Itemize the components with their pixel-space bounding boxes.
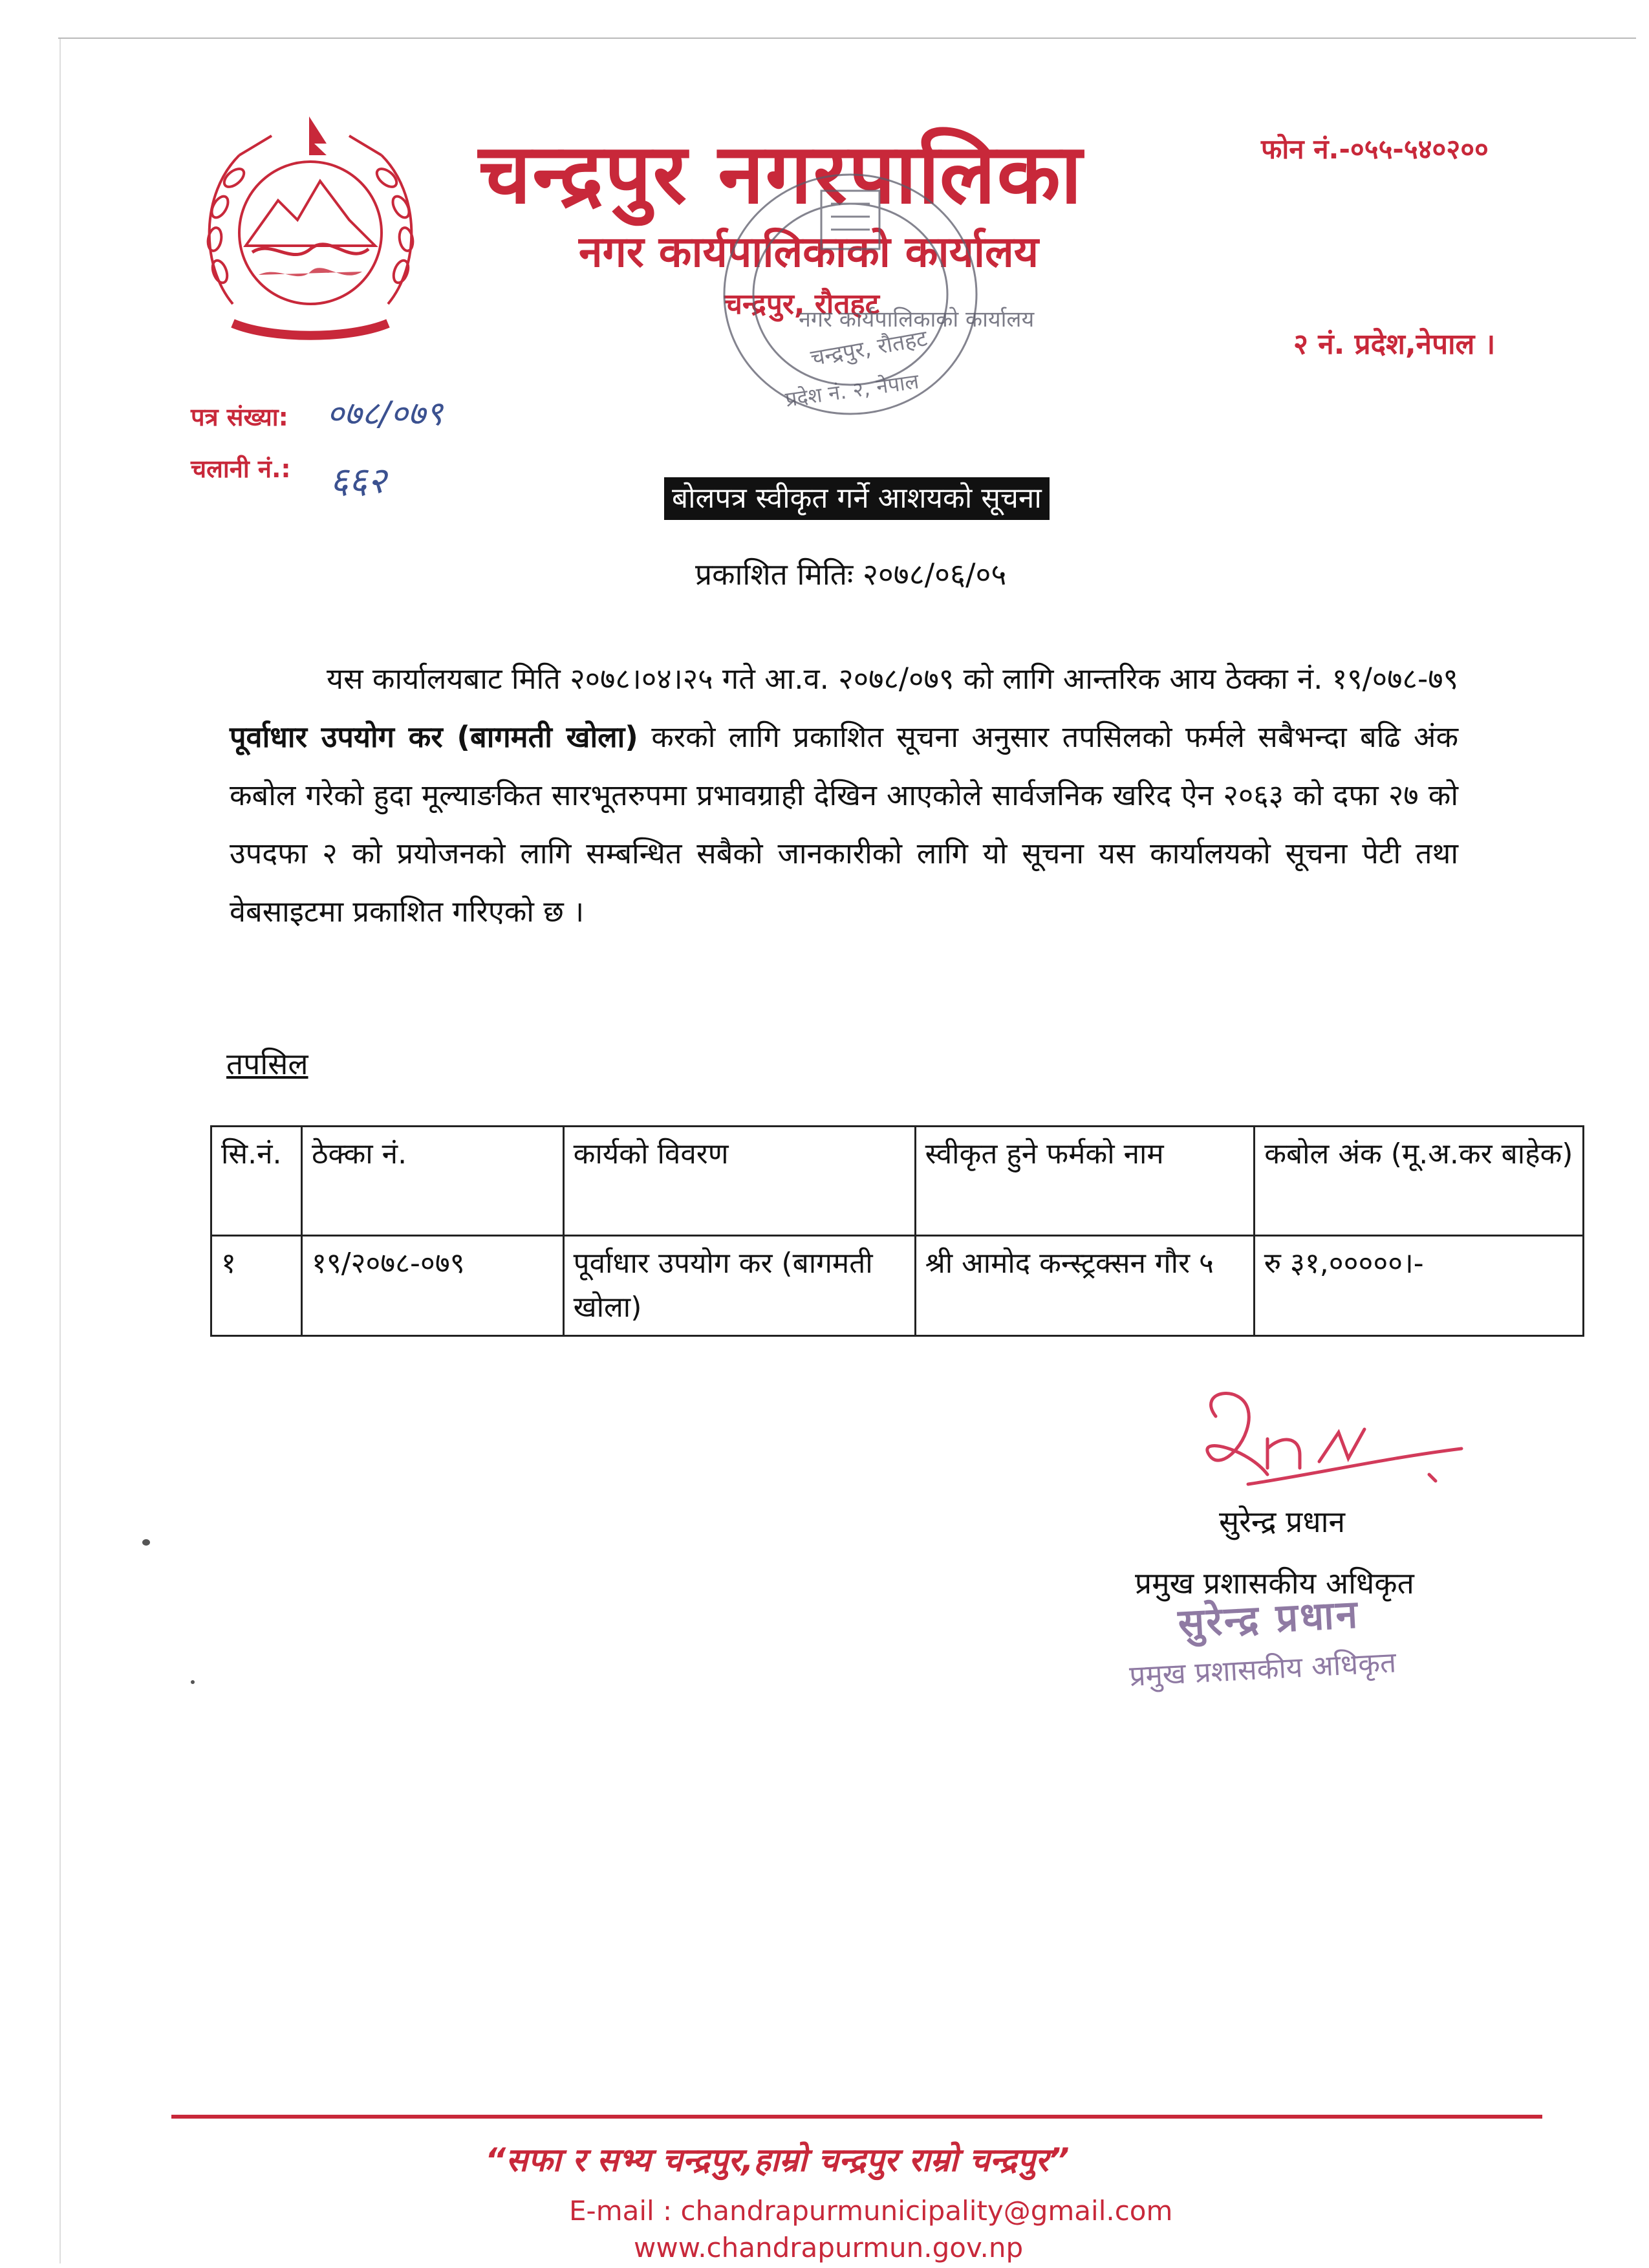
column-header: कार्यको विवरण [563, 1127, 915, 1236]
notice-paragraph [230, 650, 1458, 941]
signer-name: सुरेन्द्र प्रधान [1219, 1504, 1346, 1539]
province-address: २ नं. प्रदेश,नेपाल । [1293, 328, 1496, 361]
ink-speck [142, 1539, 150, 1546]
stamp-name: सुरेन्द्र प्रधान [1177, 1592, 1361, 1647]
footer-rule [171, 2115, 1542, 2119]
notice-title: बोलपत्र स्वीकृत गर्ने आशयको सूचना [664, 477, 1050, 520]
column-header: स्वीकृत हुने फर्मको नाम [915, 1127, 1254, 1236]
table-cell: १९/२०७८-०७९ [301, 1236, 563, 1336]
seal-line-2: चन्द्रपुर, रौतहट [808, 325, 929, 372]
letter-no-value: ०७८/०७९ [327, 394, 443, 433]
office-place: चन्द्रपुर, रौतहट [724, 288, 879, 321]
column-header: ठेक्का नं. [301, 1127, 563, 1236]
column-header: सि.नं. [211, 1127, 302, 1236]
published-date-value: २०७८/०६/०५ [862, 557, 1007, 592]
column-header: कबोल अंक (मू.अ.कर बाहेक) [1254, 1127, 1583, 1236]
annex-table [210, 1125, 1584, 1337]
page-left-edge [59, 39, 61, 2263]
dispatch-no-value: ६६२ [330, 460, 387, 502]
table-header-row [211, 1127, 1584, 1236]
table-cell: पूर्वाधार उपयोग कर (बागमती खोला) [563, 1236, 915, 1336]
paragraph-part-2: करको लागि प्रकाशित सूचना अनुसार तपसिलको फर्मले सबैभन्दा बढि अंक कबोल गरेको हुदा मूल्याङकित सारभूतरुपमा प्रभावग्राही देखिन आएकोले सार्वजनिक खरिद ऐन २०६३ को दफा २७ को उपदफा २ को प्रयोजनको लागि सम्बन्धित सबैको जानकारीको लागि यो सूचना यस कार्यालयको सूचना पेटी तथा वेबसाइटमा प्रकाशित गरिएको छ । [230, 720, 1458, 929]
seal-line-3: प्रदेश नं. २, नेपाल [783, 369, 921, 412]
table-cell: रु ३१,०००००।- [1254, 1236, 1583, 1336]
nepal-emblem-icon [194, 110, 427, 356]
footer-slogan: “सफा र सभ्य चन्द्रपुर,हाम्रो चन्द्रपुर राम्रो चन्द्रपुर” [485, 2141, 1070, 2179]
table-row [211, 1236, 1584, 1336]
signer-title: प्रमुख प्रशासकीय अधिकृत [1135, 1566, 1414, 1601]
paragraph-bold: पूर्वाधार उपयोग कर (बागमती खोला) [230, 720, 638, 754]
dispatch-no-label: चलानी नं.: [191, 455, 291, 483]
table-cell: १ [211, 1236, 302, 1336]
office-seal-icon [715, 165, 1035, 424]
annex-label: तपसिल [226, 1046, 308, 1081]
org-name: चन्द्रपुर नगरपालिका [479, 126, 1084, 222]
published-date-label: प्रकाशित मितिः [695, 557, 854, 592]
footer-email: E-mail : chandrapurmunicipality@gmail.com [569, 2195, 1173, 2227]
published-date [695, 555, 1006, 594]
notice-body [230, 650, 1458, 941]
table-cell: श्री आमोद कन्स्ट्रक्सन गौर ५ [915, 1236, 1254, 1336]
stamp-title: प्रमुख प्रशासकीय अधिकृत [1128, 1646, 1397, 1693]
letter-no-label: पत्र संख्या: [191, 403, 288, 431]
seal-line-1: नगर कार्यपालिकाको कार्यालय [799, 307, 1035, 332]
paragraph-part-1: यस कार्यालयबाट मिति २०७८।०४।२५ गते आ.व. २०७८/०७९ को लागि आन्तरिक आय ठेक्का नं. १९/०७८-७९ [327, 662, 1458, 696]
footer-website: www.chandrapurmun.gov.np [634, 2232, 1024, 2263]
signature-icon [1170, 1377, 1468, 1507]
top-edge-rule [58, 38, 1636, 39]
office-name: नगर कार्यपालिकाको कार्यालय [579, 227, 1039, 277]
ink-speck [191, 1680, 195, 1684]
phone-number: फोन नं.-०५५-५४०२०० [1261, 133, 1489, 165]
